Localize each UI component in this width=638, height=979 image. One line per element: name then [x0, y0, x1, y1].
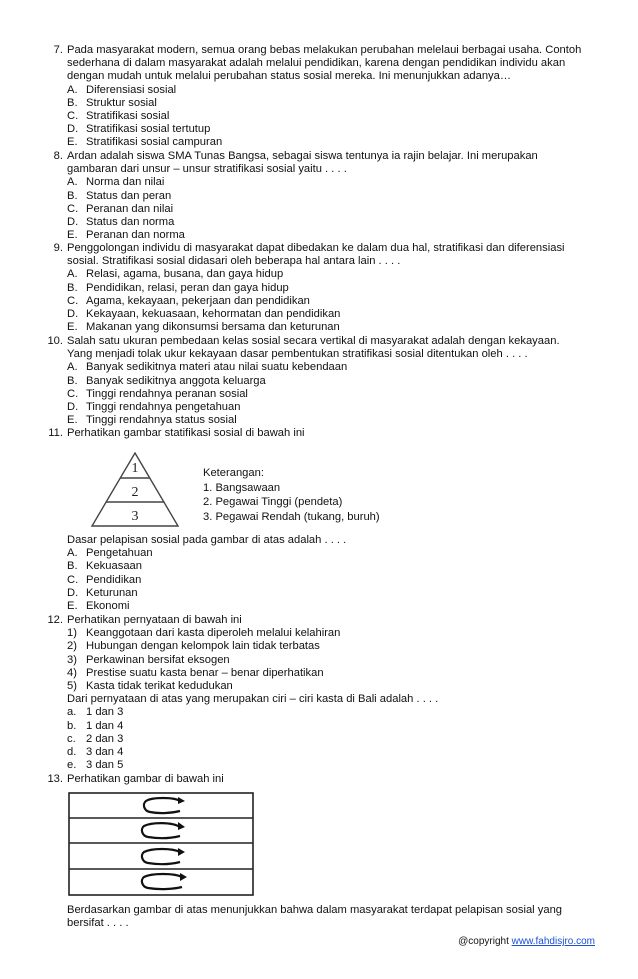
answer-option: D. Status dan norma — [67, 216, 175, 229]
legend-title: Keterangan: — [203, 467, 264, 479]
question-number: 13. — [47, 773, 63, 785]
answer-option: d. 3 dan 4 — [67, 746, 124, 759]
answer-option: D. Kekayaan, kekuasaan, kehormatan dan pendidikan — [67, 308, 341, 321]
legend-item: 1. Bangsawaan — [203, 481, 281, 494]
question-text: Salah satu ukuran pembedaan kelas sosial secara vertikal di masyarakat adalah dengan kekayaan. — [67, 335, 560, 347]
answer-option: E. Makanan yang dikonsumsi bersama dan keturunan — [67, 321, 340, 334]
answer-option: C. Peranan dan nilai — [67, 202, 174, 215]
answer-option: D. Tinggi rendahnya pengetahuan — [67, 401, 241, 414]
pyramid-legend — [203, 466, 380, 524]
layers-frame — [69, 793, 253, 895]
answer-option: e. 3 dan 5 — [67, 759, 124, 772]
statement-item: 1) Keanggotaan dari kasta diperoleh melalui kelahiran — [67, 627, 341, 640]
answer-option: b. 1 dan 4 — [67, 719, 124, 732]
answer-option: A. Norma dan nilai — [67, 176, 165, 189]
question-text: Pada masyarakat modern, semua orang bebas melakukan perubahan melelaui berbagai usaha. Contoh — [67, 44, 582, 56]
question-number: 11. — [48, 427, 63, 439]
question-text: Dasar pelapisan sosial pada gambar di atas adalah . . . . — [67, 534, 347, 546]
answer-option: c. 2 dan 3 — [67, 732, 124, 745]
stratification-pyramid — [90, 452, 180, 527]
question-text: Perhatikan gambar statifikasi sosial di bawah ini — [67, 427, 305, 439]
answer-option: C. Tinggi rendahnya peranan sosial — [67, 387, 248, 400]
question-text: bersifat . . . . — [67, 917, 129, 930]
answer-option: A. Pengetahuan — [67, 547, 153, 560]
question-7 — [41, 44, 596, 150]
answer-option: B. Banyak sedikitnya anggota keluarga — [67, 374, 266, 387]
answer-option: D. Keturunan — [67, 586, 138, 599]
question-number: 10. — [47, 335, 63, 347]
answer-option: E. Tinggi rendahnya status sosial — [67, 414, 237, 427]
legend-item: 2. Pegawai Tinggi (pendeta) — [203, 496, 343, 509]
answer-option: A. Diferensiasi sosial — [67, 83, 177, 96]
statement-item: 4) Prestise suatu kasta benar – benar diperhatikan — [67, 666, 324, 679]
question-13-continued — [41, 904, 596, 930]
pyramid-level-label: 1 — [131, 461, 139, 476]
question-8 — [41, 150, 596, 242]
question-number: 12. — [47, 614, 63, 626]
answer-option: C. Pendidikan — [67, 573, 142, 586]
answer-option: E. Peranan dan norma — [67, 229, 185, 242]
legend-item: 3. Pegawai Rendah (tukang, buruh) — [203, 510, 380, 523]
pyramid-level-label: 3 — [131, 509, 139, 524]
question-10 — [41, 335, 596, 427]
statement-item: 2) Hubungan dengan kelompok lain tidak terbatas — [67, 640, 320, 653]
statement-item: 5) Kasta tidak terikat kedudukan — [67, 680, 233, 693]
question-9 — [41, 242, 596, 334]
question-text: dengan mudah untuk melalui perubahan status sosial mereka. Ini menunjukkan adanya… — [67, 70, 512, 83]
answer-option: A. Relasi, agama, busana, dan gaya hidup — [67, 268, 284, 281]
question-text: Penggolongan individu di masyarakat dapat dibedakan ke dalam dua hal, stratifikasi dan diferensiasi — [67, 242, 565, 254]
question-12 — [41, 614, 596, 772]
pyramid-svg — [90, 452, 180, 527]
layers-svg — [68, 792, 254, 896]
question-13 — [41, 773, 596, 786]
website-link[interactable]: www.fahdisjro.com — [511, 936, 595, 947]
question-text: Yang menjadi tolak ukur kekayaan dasar pembentukan stratifikasi sosial ditentukan oleh . . . . — [67, 348, 528, 361]
question-text: Dari pernyataan di atas yang merupakan ciri – ciri kasta di Bali adalah . . . . — [67, 693, 439, 706]
answer-option: B. Pendidikan, relasi, peran dan gaya hidup — [67, 281, 289, 294]
mobility-layers-figure — [68, 792, 254, 896]
question-11-continued — [41, 534, 596, 613]
question-number: 9. — [53, 242, 63, 254]
question-11 — [41, 427, 596, 440]
answer-option: B. Struktur sosial — [67, 96, 157, 109]
pyramid-level-label: 2 — [131, 485, 139, 500]
question-text: sosial. Stratifikasi sosial didasari oleh beberapa hal antara lain . . . . — [67, 255, 401, 268]
question-text: Perhatikan pernyataan di bawah ini — [67, 614, 242, 626]
answer-option: a. 1 dan 3 — [67, 706, 124, 719]
answer-option: C. Stratifikasi sosial — [67, 110, 170, 123]
question-text: Berdasarkan gambar di atas menunjukkan bahwa dalam masyarakat terdapat pelapisan sosial yang — [67, 904, 563, 916]
copyright-prefix: @copyright — [458, 936, 512, 947]
answer-option: B. Status dan peran — [67, 189, 172, 202]
answer-option: B. Kekuasaan — [67, 560, 142, 573]
question-text: Perhatikan gambar di bawah ini — [67, 773, 224, 785]
answer-option: D. Stratifikasi sosial tertutup — [67, 123, 211, 136]
question-number: 7. — [53, 44, 63, 56]
question-text: Ardan adalah siswa SMA Tunas Bangsa, sebagai siswa tentunya ia rajin belajar. Ini merupakan — [67, 150, 538, 162]
copyright-footer — [458, 936, 595, 947]
answer-option: E. Stratifikasi sosial campuran — [67, 136, 223, 149]
answer-option: A. Banyak sedikitnya materi atau nilai suatu kebendaan — [67, 361, 348, 374]
question-text: gambaran dari unsur – unsur stratifikasi sosial yaitu . . . . — [67, 163, 347, 176]
answer-option: C. Agama, kekayaan, pekerjaan dan pendidikan — [67, 294, 310, 307]
answer-option: E. Ekonomi — [67, 600, 130, 613]
question-number: 8. — [53, 150, 63, 162]
statement-item: 3) Perkawinan bersifat eksogen — [67, 653, 230, 666]
question-text: sederhana di dalam masyarakat adalah melalui pendidikan, karena dengan pendidikan individu akan — [67, 57, 566, 70]
